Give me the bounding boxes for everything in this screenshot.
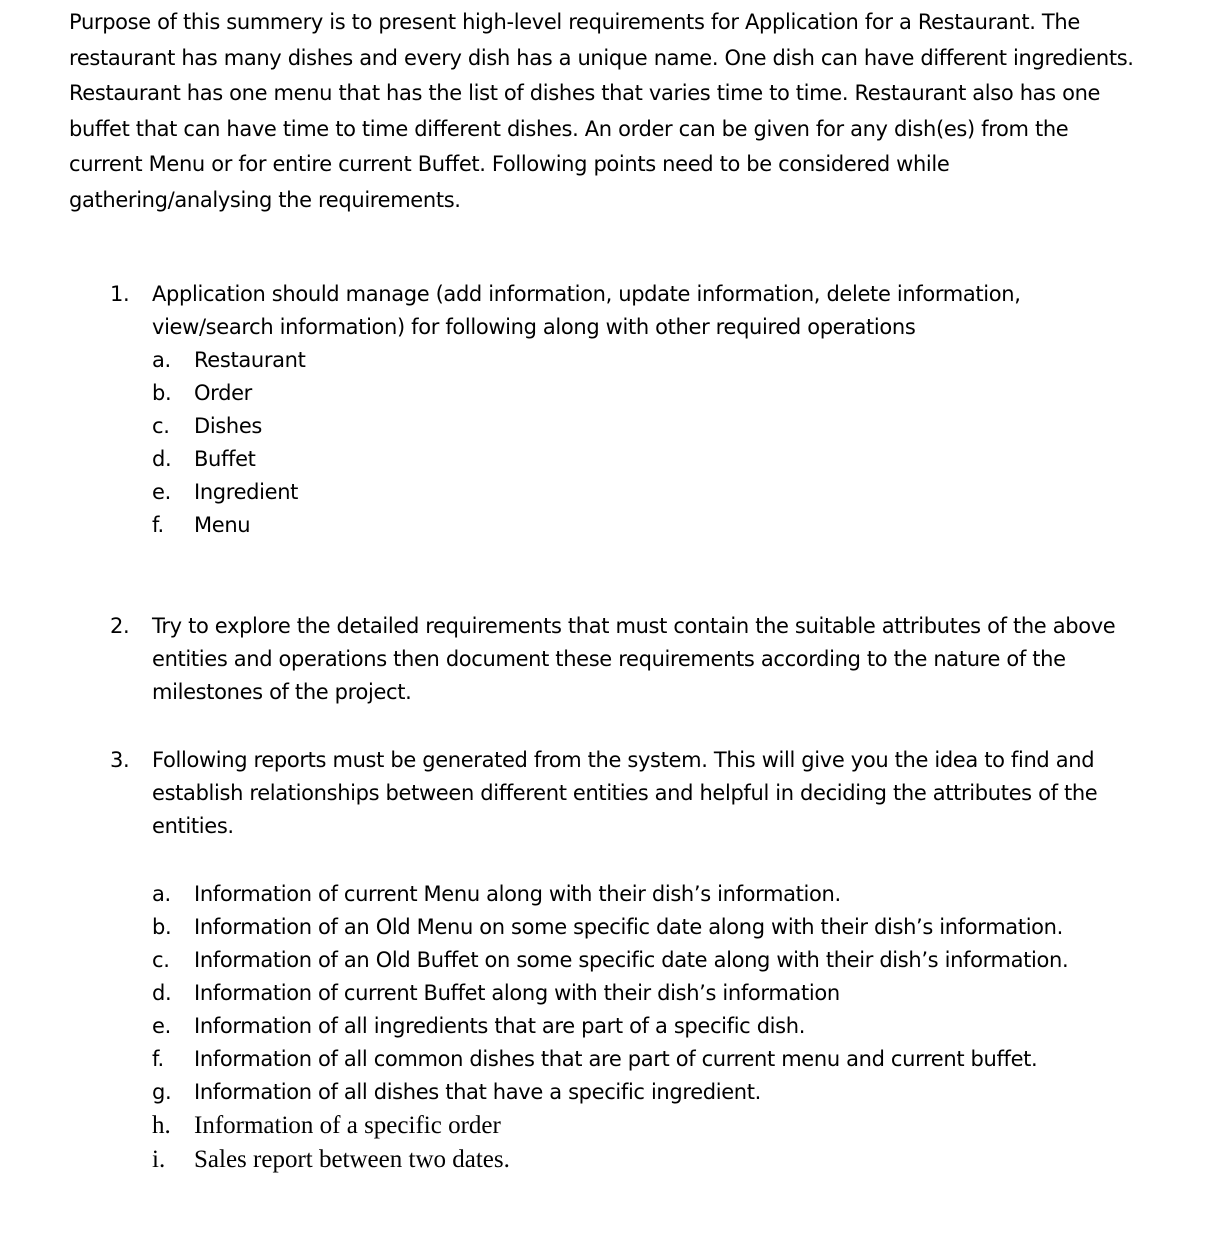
list-item [152,344,1152,377]
list-text: Information of current Menu along with their dish’s information. [194,882,841,906]
list-text: Order [194,381,252,405]
list-item [152,476,1152,509]
list-letter: a. [152,348,171,372]
point-number: 2. [110,614,130,638]
list-item [152,944,1152,977]
list-letter: c. [152,948,170,972]
list-text: Information of an Old Buffet on some specific date along with their dish’s information. [194,948,1069,972]
list-letter: e. [152,480,171,504]
point-text [152,278,1192,344]
list-item [152,1109,1152,1143]
point-line: Try to explore the detailed requirements that must contain the suitable attributes of the above [152,614,1116,638]
point-line: establish relationships between different entities and helpful in deciding the attributes of the [152,781,1098,805]
list-text: Dishes [194,414,263,438]
point-text [152,610,1192,709]
list-text: Information of current Buffet along with their dish’s information [194,981,840,1005]
list-text: Menu [194,513,251,537]
point-line: Application should manage (add information, update information, delete information, [152,282,1021,306]
list-item [152,1143,1152,1177]
list-letter: i. [152,1146,166,1173]
list-letter: f. [152,1047,164,1071]
list-item [152,911,1152,944]
report-list [152,878,1152,1177]
list-item [152,410,1152,443]
list-item [152,1043,1152,1076]
list-text: Buffet [194,447,256,471]
intro-line: restaurant has many dishes and every dish has a unique name. One dish can have different ingredients. [69,45,1134,70]
list-letter: e. [152,1014,171,1038]
list-text: Information of an Old Menu on some specific date along with their dish’s information. [194,915,1063,939]
list-text: Information of all ingredients that are part of a specific dish. [194,1014,806,1038]
list-text: Sales report between two dates. [194,1146,510,1173]
intro-paragraph [69,5,1199,219]
list-text: Restaurant [194,348,306,372]
entity-list [152,344,1152,542]
list-letter: d. [152,447,172,471]
list-item [152,977,1152,1010]
list-letter: b. [152,381,172,405]
list-text: Information of all common dishes that are part of current menu and current buffet. [194,1047,1038,1071]
point-line: entities and operations then document these requirements according to the nature of the [152,647,1066,671]
intro-line: current Menu or for entire current Buffet. Following points need to be considered while [69,152,950,177]
point-number: 1. [110,282,130,306]
list-letter: d. [152,981,172,1005]
point-line: view/search information) for following along with other required operations [152,315,916,339]
point-line: Following reports must be generated from the system. This will give you the idea to find and [152,748,1095,772]
list-item [152,377,1152,410]
list-letter: c. [152,414,170,438]
point-number: 3. [110,748,130,772]
intro-line: Restaurant has one menu that has the list of dishes that varies time to time. Restaurant also has one [69,81,1101,106]
intro-line: buffet that can have time to time different dishes. An order can be given for any dish(es) from the [69,116,1069,141]
list-item [152,1076,1152,1109]
point-text [152,744,1192,843]
point-line: entities. [152,814,234,838]
list-item [152,1010,1152,1043]
list-letter: b. [152,915,172,939]
list-letter: a. [152,882,171,906]
list-letter: f. [152,513,164,537]
point-line: milestones of the project. [152,680,412,704]
list-text: Ingredient [194,480,299,504]
intro-line: gathering/analysing the requirements. [69,187,461,212]
list-item [152,878,1152,911]
list-item [152,443,1152,476]
list-letter: h. [152,1112,171,1139]
list-text: Information of a specific order [194,1112,501,1139]
list-text: Information of all dishes that have a specific ingredient. [194,1080,761,1104]
list-letter: g. [152,1080,172,1104]
intro-line: Purpose of this summery is to present high-level requirements for Application for a Restaurant. The [69,10,1080,34]
list-item [152,509,1152,542]
